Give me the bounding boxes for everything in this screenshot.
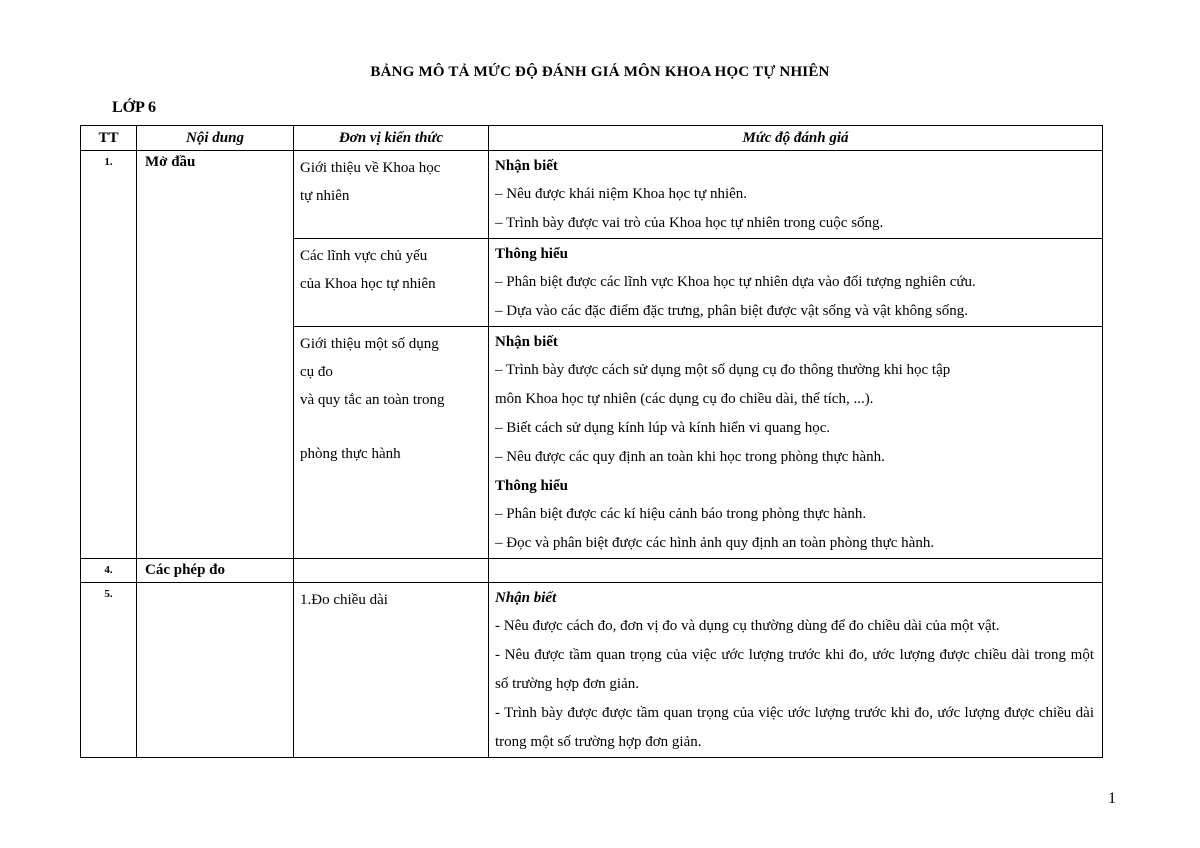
topic-cell: Mở đầu <box>137 151 294 559</box>
level-item: – Phân biệt được các kí hiệu cảnh báo trong phòng thực hành. <box>495 506 867 522</box>
level-item: – Biết cách sử dụng kính lúp và kính hiển vi quang học. <box>495 420 831 436</box>
table-row <box>81 151 1103 239</box>
knowledge-unit <box>294 327 489 559</box>
unit-line: của Khoa học tự nhiên <box>300 276 436 292</box>
grade-label: LỚP 6 <box>112 99 157 116</box>
level-item: – Dựa vào các đặc điểm đặc trưng, phân biệt được vật sống và vật không sống. <box>495 303 969 319</box>
level-heading: Thông hiểu <box>495 478 568 494</box>
unit-line: và quy tắc an toàn trong <box>300 392 445 408</box>
table-row <box>81 559 1103 583</box>
column-header-tt: TT <box>81 126 137 151</box>
knowledge-unit <box>294 239 489 327</box>
row-number: 1. <box>81 151 137 559</box>
level-item: - Nêu được cách đo, đơn vị đo và dụng cụ thường dùng để đo chiều dài của một vật. <box>495 618 1000 634</box>
unit-line: phòng thực hành <box>300 446 401 462</box>
unit-line: cụ đo <box>300 364 333 380</box>
page-number: 1 <box>1108 790 1116 807</box>
level-heading: Thông hiểu <box>495 246 568 262</box>
level-heading: Nhận biết <box>495 334 558 350</box>
unit-line: Các lĩnh vực chủ yếu <box>300 248 428 264</box>
assessment-level <box>489 559 1103 583</box>
level-item: – Nêu được các quy định an toàn khi học trong phòng thực hành. <box>495 449 885 465</box>
column-header-unit: Đơn vị kiến thức <box>294 126 489 151</box>
knowledge-unit <box>294 151 489 239</box>
unit-line: tự nhiên <box>300 188 350 204</box>
knowledge-unit <box>294 559 489 583</box>
unit-line: Giới thiệu một số dụng <box>300 336 439 352</box>
document-title: BẢNG MÔ TẢ MỨC ĐỘ ĐÁNH GIÁ MÔN KHOA HỌC TỰ NHIÊN <box>370 64 830 80</box>
level-heading: Nhận biết <box>495 590 557 606</box>
table-row <box>81 583 1103 758</box>
row-number: 5. <box>81 583 137 758</box>
assessment-level <box>489 583 1103 758</box>
assessment-level <box>489 239 1103 327</box>
column-header-content: Nội dung <box>137 126 294 151</box>
level-item: – Phân biệt được các lĩnh vực Khoa học tự nhiên dựa vào đối tượng nghiên cứu. <box>495 274 976 290</box>
knowledge-unit: 1.Đo chiều dài <box>294 583 489 758</box>
row-number: 4. <box>81 559 137 583</box>
table-header-row <box>81 126 1103 151</box>
assessment-level <box>489 151 1103 239</box>
column-header-level: Mức độ đánh giá <box>489 126 1103 151</box>
unit-spacer <box>300 414 482 440</box>
unit-line: Giới thiệu về Khoa học <box>300 160 441 176</box>
assessment-level <box>489 327 1103 559</box>
level-item: - Nêu được tầm quan trọng của việc ước lượng trước khi đo, ước lượng được chiều dài trong một số trường hợp đơn giản. <box>495 647 1094 692</box>
level-item: – Trình bày được cách sử dụng một số dụng cụ đo thông thường khi học tập <box>495 362 951 378</box>
level-item: – Nêu được khái niệm Khoa học tự nhiên. <box>495 186 748 202</box>
assessment-table <box>80 125 1103 758</box>
level-heading: Nhận biết <box>495 158 558 174</box>
level-item: - Trình bày được được tầm quan trọng của việc ước lượng trước khi đo, ước lượng được chiều dài trong một số trường hợp đơn giản. <box>495 705 1094 750</box>
topic-cell: Các phép đo <box>137 559 294 583</box>
topic-cell <box>137 583 294 758</box>
level-item: – Đọc và phân biệt được các hình ảnh quy định an toàn phòng thực hành. <box>495 535 935 551</box>
level-item: – Trình bày được vai trò của Khoa học tự nhiên trong cuộc sống. <box>495 215 884 231</box>
level-item: môn Khoa học tự nhiên (các dụng cụ đo chiều dài, thể tích, ...). <box>495 391 874 407</box>
